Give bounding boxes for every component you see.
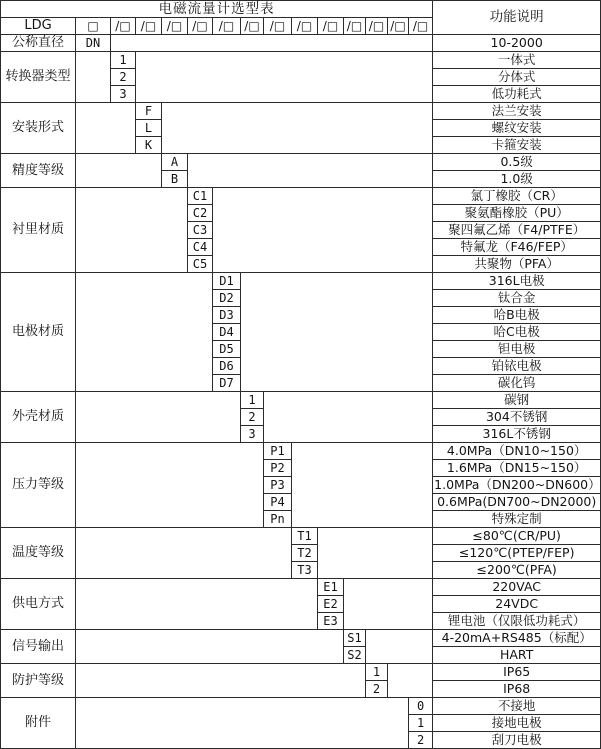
- model-code-box: /□: [388, 18, 409, 35]
- option-desc: 法兰安装: [433, 103, 601, 120]
- model-code-box: /□: [264, 18, 292, 35]
- option-code: T3: [292, 562, 318, 579]
- option-code: T1: [292, 528, 318, 545]
- model-digit-box: □: [76, 18, 111, 35]
- spacer-cell: [76, 103, 136, 154]
- option-code: A: [162, 154, 188, 171]
- option-code: D2: [213, 290, 241, 307]
- diameter-code: DN: [76, 35, 111, 52]
- option-desc: 铂铱电极: [433, 358, 601, 375]
- option-code: 2: [409, 732, 433, 749]
- spacer-cell: [76, 188, 188, 273]
- option-code: C5: [188, 256, 213, 273]
- spacer-cell: [213, 188, 433, 273]
- option-code: 1: [111, 52, 136, 69]
- option-desc: 碳化钨: [433, 375, 601, 392]
- option-code: 2: [111, 69, 136, 86]
- option-code: 1: [366, 664, 388, 681]
- option-desc: 1.6MPa（DN15~150）: [433, 460, 601, 477]
- spacer-cell: [76, 52, 111, 103]
- spacer-cell: [76, 664, 366, 698]
- spacer-cell: [76, 392, 241, 443]
- option-desc: 锂电池（仅限低功耗式）: [433, 613, 601, 630]
- spacer-cell: [111, 35, 433, 52]
- option-code: E2: [318, 596, 344, 613]
- option-desc: IP68: [433, 681, 601, 698]
- option-code: D1: [213, 273, 241, 290]
- option-desc: 聚氨酯橡胶（PU）: [433, 205, 601, 222]
- option-code: D5: [213, 341, 241, 358]
- option-code: Pn: [264, 511, 292, 528]
- option-code: D3: [213, 307, 241, 324]
- option-code: C4: [188, 239, 213, 256]
- spacer-cell: [76, 154, 162, 188]
- option-desc: IP65: [433, 664, 601, 681]
- option-code: F: [136, 103, 162, 120]
- option-code: 2: [366, 681, 388, 698]
- attr-name: 防护等级: [1, 664, 76, 698]
- option-desc: 钛合金: [433, 290, 601, 307]
- spacer-cell: [76, 698, 409, 749]
- option-desc: 24VDC: [433, 596, 601, 613]
- option-desc: 316L电极: [433, 273, 601, 290]
- option-code: C1: [188, 188, 213, 205]
- option-code: P2: [264, 460, 292, 477]
- spacer-cell: [366, 630, 433, 664]
- option-code: E1: [318, 579, 344, 596]
- model-code-box: /□: [241, 18, 264, 35]
- option-desc: 低功耗式: [433, 86, 601, 103]
- model-code-box: /□: [188, 18, 213, 35]
- option-code: S1: [344, 630, 366, 647]
- option-desc: 氯丁橡胶（CR）: [433, 188, 601, 205]
- option-desc: 304不锈钢: [433, 409, 601, 426]
- model-code-box: /□: [162, 18, 188, 35]
- attr-name: 附件: [1, 698, 76, 749]
- option-desc: HART: [433, 647, 601, 664]
- spacer-cell: [162, 103, 433, 154]
- option-desc: 哈B电极: [433, 307, 601, 324]
- attr-name: 温度等级: [1, 528, 76, 579]
- option-code: K: [136, 137, 162, 154]
- option-code: D6: [213, 358, 241, 375]
- model-code-box: /□: [318, 18, 344, 35]
- option-code: 3: [241, 426, 264, 443]
- option-desc: 特殊定制: [433, 511, 601, 528]
- table-title: 电磁流量计选型表: [1, 1, 433, 18]
- option-code: 1: [409, 715, 433, 732]
- attr-name: 精度等级: [1, 154, 76, 188]
- option-code: L: [136, 120, 162, 137]
- option-code: P1: [264, 443, 292, 460]
- option-code: E3: [318, 613, 344, 630]
- option-code: P4: [264, 494, 292, 511]
- option-desc: 碳钢: [433, 392, 601, 409]
- option-code: P3: [264, 477, 292, 494]
- option-code: C2: [188, 205, 213, 222]
- option-desc: 316L不锈钢: [433, 426, 601, 443]
- option-code: C3: [188, 222, 213, 239]
- option-desc: 钽电极: [433, 341, 601, 358]
- option-code: 0: [409, 698, 433, 715]
- option-code: 2: [241, 409, 264, 426]
- option-code: 1: [241, 392, 264, 409]
- option-desc: 接地电极: [433, 715, 601, 732]
- option-code: T2: [292, 545, 318, 562]
- spacer-cell: [388, 664, 433, 698]
- model-code-box: /□: [213, 18, 241, 35]
- spacer-cell: [76, 630, 344, 664]
- spacer-cell: [76, 528, 292, 579]
- option-code: B: [162, 171, 188, 188]
- option-desc: ≤120℃(PTEP/FEP): [433, 545, 601, 562]
- spacer-cell: [76, 579, 318, 630]
- model-code-box: /□: [292, 18, 318, 35]
- option-desc: 4-20mA+RS485（标配）: [433, 630, 601, 647]
- option-desc: 分体式: [433, 69, 601, 86]
- option-desc: 螺纹安装: [433, 120, 601, 137]
- option-desc: 0.6MPa(DN700~DN2000): [433, 494, 601, 511]
- option-desc: 不接地: [433, 698, 601, 715]
- spacer-cell: [76, 273, 213, 392]
- model-code-box: /□: [136, 18, 162, 35]
- diameter-name: 公称直径: [1, 35, 76, 52]
- option-desc: 4.0MPa（DN10~150）: [433, 443, 601, 460]
- attr-name: 外壳材质: [1, 392, 76, 443]
- model-code-box: /□: [344, 18, 366, 35]
- option-desc: 共聚物（PFA）: [433, 256, 601, 273]
- option-desc: 1.0级: [433, 171, 601, 188]
- option-desc: 卡箍安装: [433, 137, 601, 154]
- spacer-cell: [76, 443, 264, 528]
- attr-name: 衬里材质: [1, 188, 76, 273]
- model-code-box: /□: [409, 18, 433, 35]
- spacer-cell: [136, 52, 433, 103]
- option-code: 3: [111, 86, 136, 103]
- option-desc: 1.0MPa（DN200~DN600）: [434, 477, 601, 493]
- spacer-cell: [188, 154, 433, 188]
- spacer-cell: [264, 392, 433, 443]
- spacer-cell: [318, 528, 433, 579]
- option-desc: 哈C电极: [433, 324, 601, 341]
- attr-name: 电极材质: [1, 273, 76, 392]
- attr-name: 供电方式: [1, 579, 76, 630]
- option-desc: 特氟龙（F46/FEP）: [433, 239, 601, 256]
- option-desc: 刮刀电极: [433, 732, 601, 749]
- model-code-box: /□: [366, 18, 388, 35]
- spacer-cell: [292, 443, 433, 528]
- option-desc: ≤80℃(CR/PU): [433, 528, 601, 545]
- option-code: D4: [213, 324, 241, 341]
- option-code: S2: [344, 647, 366, 664]
- diameter-desc: 10-2000: [433, 35, 601, 52]
- option-desc: 一体式: [433, 52, 601, 69]
- attr-name: 安装形式: [1, 103, 76, 154]
- option-desc: 0.5级: [433, 154, 601, 171]
- option-desc: 聚四氟乙烯（F4/PTFE）: [433, 222, 601, 239]
- option-desc: ≤200℃(PFA): [433, 562, 601, 579]
- spacer-cell: [241, 273, 433, 392]
- option-desc: 220VAC: [433, 579, 601, 596]
- option-code: D7: [213, 375, 241, 392]
- model-prefix: LDG: [1, 18, 76, 35]
- model-code-box: /□: [111, 18, 136, 35]
- function-desc-header: 功能说明: [433, 1, 601, 35]
- attr-name: 信号输出: [1, 630, 76, 664]
- attr-name: 转换器类型: [1, 52, 76, 103]
- attr-name: 压力等级: [1, 443, 76, 528]
- spacer-cell: [344, 579, 433, 630]
